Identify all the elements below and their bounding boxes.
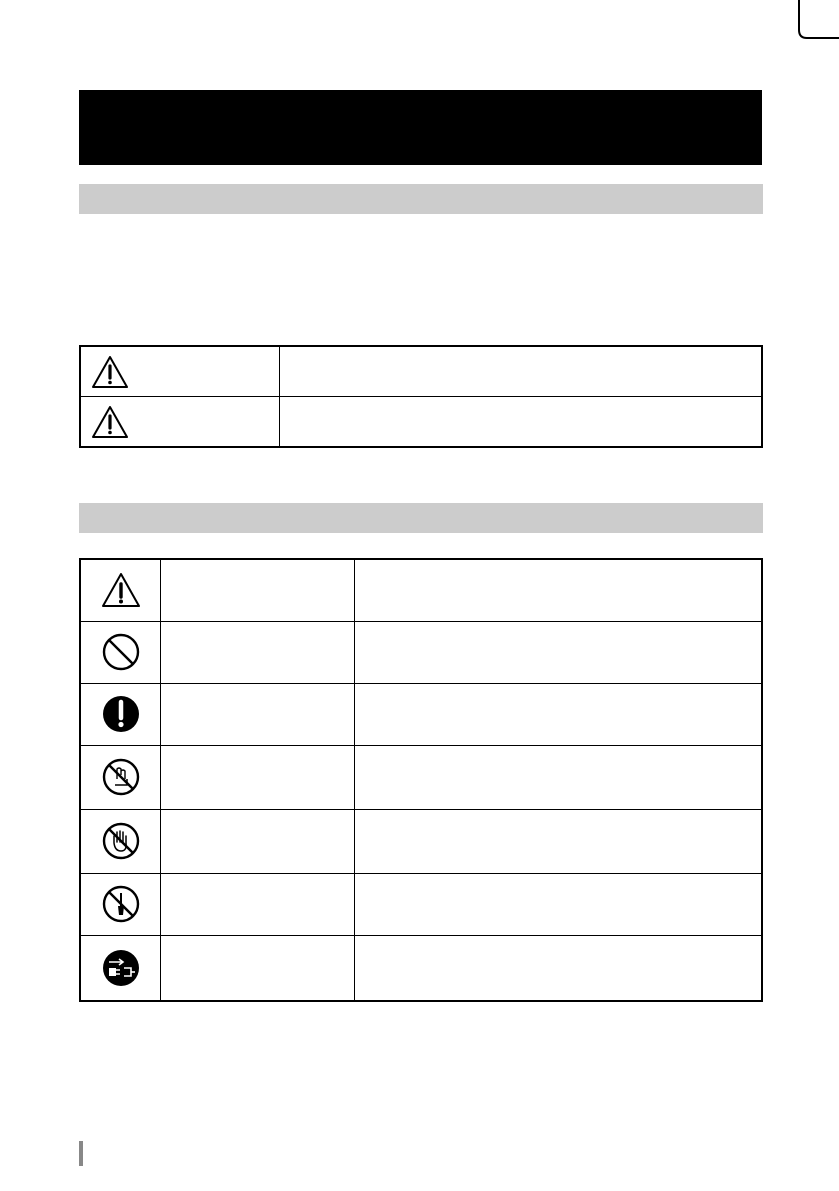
symbol-table	[79, 558, 763, 1002]
symbol-description	[355, 935, 763, 1001]
symbol-name	[161, 683, 355, 745]
no-wet-hands-icon	[101, 757, 141, 797]
warning-triangle-icon	[91, 405, 129, 439]
section-intro-text	[79, 232, 763, 328]
symbol-description	[355, 809, 763, 873]
table-row	[80, 346, 762, 397]
table-row	[80, 935, 762, 1001]
table-row	[80, 745, 762, 809]
section-heading-bar-2	[79, 503, 763, 533]
symbol-cell	[80, 683, 161, 745]
symbol-name	[161, 559, 355, 621]
symbol-name	[161, 873, 355, 935]
symbol-cell	[80, 809, 161, 873]
table-row	[80, 621, 762, 683]
table-row	[80, 397, 762, 448]
table-row	[80, 683, 762, 745]
mandatory-action-icon	[101, 694, 141, 734]
symbol-description	[355, 621, 763, 683]
table-row	[80, 873, 762, 935]
symbol-description	[355, 745, 763, 809]
symbol-name	[161, 745, 355, 809]
warning-triangle-icon	[91, 355, 129, 389]
signal-word-description	[280, 346, 763, 397]
section-heading-bar-1	[79, 184, 763, 214]
do-not-disassemble-icon	[101, 884, 141, 924]
prohibition-icon	[101, 632, 141, 672]
symbol-description	[355, 873, 763, 935]
symbol-description	[355, 559, 763, 621]
unplug-icon	[101, 948, 141, 988]
do-not-touch-icon	[101, 821, 141, 861]
symbol-name	[161, 935, 355, 1001]
signal-word-table	[79, 345, 763, 448]
symbol-cell	[80, 559, 161, 621]
page-corner-mark	[787, 0, 839, 50]
symbol-description	[355, 683, 763, 745]
table-row	[80, 809, 762, 873]
footer-bar	[79, 1141, 83, 1166]
signal-word-cell	[80, 397, 280, 448]
symbol-cell	[80, 873, 161, 935]
symbol-name	[161, 621, 355, 683]
symbol-cell	[80, 745, 161, 809]
symbol-cell	[80, 935, 161, 1001]
table-row	[80, 559, 762, 621]
warning-triangle-icon	[101, 572, 141, 608]
symbol-name	[161, 809, 355, 873]
symbol-cell	[80, 621, 161, 683]
signal-word-description	[280, 397, 763, 448]
signal-word-cell	[80, 346, 280, 397]
page-title-bar	[79, 90, 762, 165]
